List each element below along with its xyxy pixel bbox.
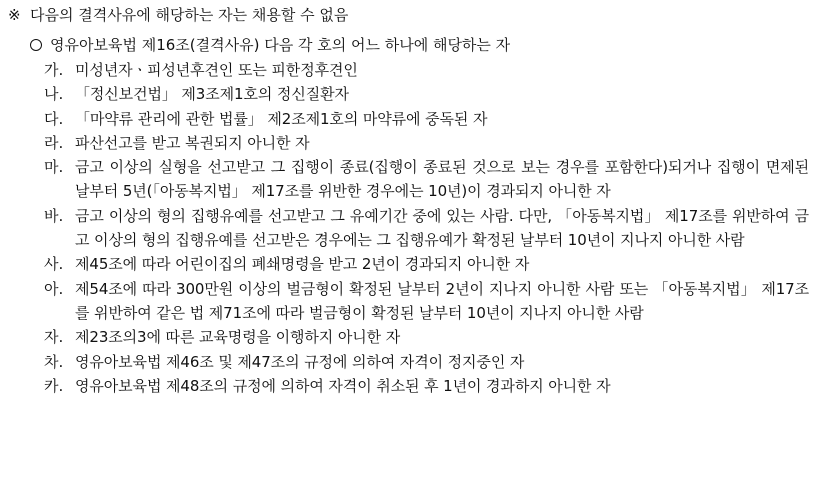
disqualification-list [44,58,809,398]
item-text: 미성년자ㆍ피성년후견인 또는 피한정후견인 [75,61,358,79]
list-item [44,277,809,326]
list-item [44,155,809,204]
item-label: 아. [44,279,64,298]
list-item [44,58,809,82]
item-text: 제54조에 따라 300만원 이상의 벌금형이 확정된 날부터 2년이 지나지 아니한 사람 또는 「아동복지법」 제17조를 위반하여 같은 법 제71조에 따라 벌금형이 확정된 날부터 10년이 지나지 아니한 사람 [75,279,809,322]
item-label: 나. [44,85,64,104]
item-label: 차. [44,352,64,371]
item-label: 다. [44,109,64,128]
item-text: 금고 이상의 형의 집행유예를 선고받고 그 유예기간 중에 있는 사람. 다만, 「아동복지법」 제17조를 위반하여 금고 이상의 형의 집행유예를 선고받은 경우에는 그 집행유예가 확정된 날부터 10년이 지나지 아니한 사람 [75,206,809,250]
item-text: 제45조에 따라 어린이집의 폐쇄명령을 받고 2년이 경과되지 아니한 자 [75,255,530,274]
list-item [44,252,809,276]
item-text: 「마약류 관리에 관한 법률」 제2조제1호의 마약류에 중독된 자 [75,109,488,128]
list-item [44,131,809,155]
law-subheading [30,33,510,57]
list-item [44,374,809,398]
item-text: 금고 이상의 실형을 선고받고 그 집행이 종료(집행이 종료된 것으로 보는 경우를 포함한다)되거나 집행이 면제된 날부터 5년(「아동복지법」 제17조를 위반한 경우에는 10년)이 경과되지 아니한 자 [75,158,809,201]
item-text: 「정신보건법」 제3조제1호의 정신질환자 [75,85,349,104]
list-item [44,350,809,374]
item-label: 자. [44,328,64,347]
item-label: 바. [44,206,64,225]
item-label: 사. [44,255,64,274]
list-item [44,107,809,131]
list-item [44,204,809,253]
item-text: 파산선고를 받고 복권되지 아니한 자 [75,133,310,152]
list-item [44,325,809,349]
reference-mark: ※ [8,6,21,24]
item-text: 영유아보육법 제48조의 규정에 의하여 자격이 취소된 후 1년이 경과하지 아니한 자 [75,376,611,395]
law-subheading-text: 영유아보육법 제16조(결격사유) 다음 각 호의 어느 하나에 해당하는 자 [50,36,511,54]
item-label: 마. [44,158,64,177]
item-label: 라. [44,133,64,152]
item-text: 제23조의3에 따른 교육명령을 이행하지 아니한 자 [75,328,401,347]
notice-heading-text: 다음의 결격사유에 해당하는 자는 채용할 수 없음 [30,6,349,24]
item-label: 카. [44,376,64,395]
item-label: 가. [44,61,64,79]
item-text: 영유아보육법 제46조 및 제47조의 규정에 의하여 자격이 정지중인 자 [75,352,525,371]
list-item [44,82,809,106]
notice-heading [8,3,348,27]
circle-bullet-icon [30,39,42,51]
